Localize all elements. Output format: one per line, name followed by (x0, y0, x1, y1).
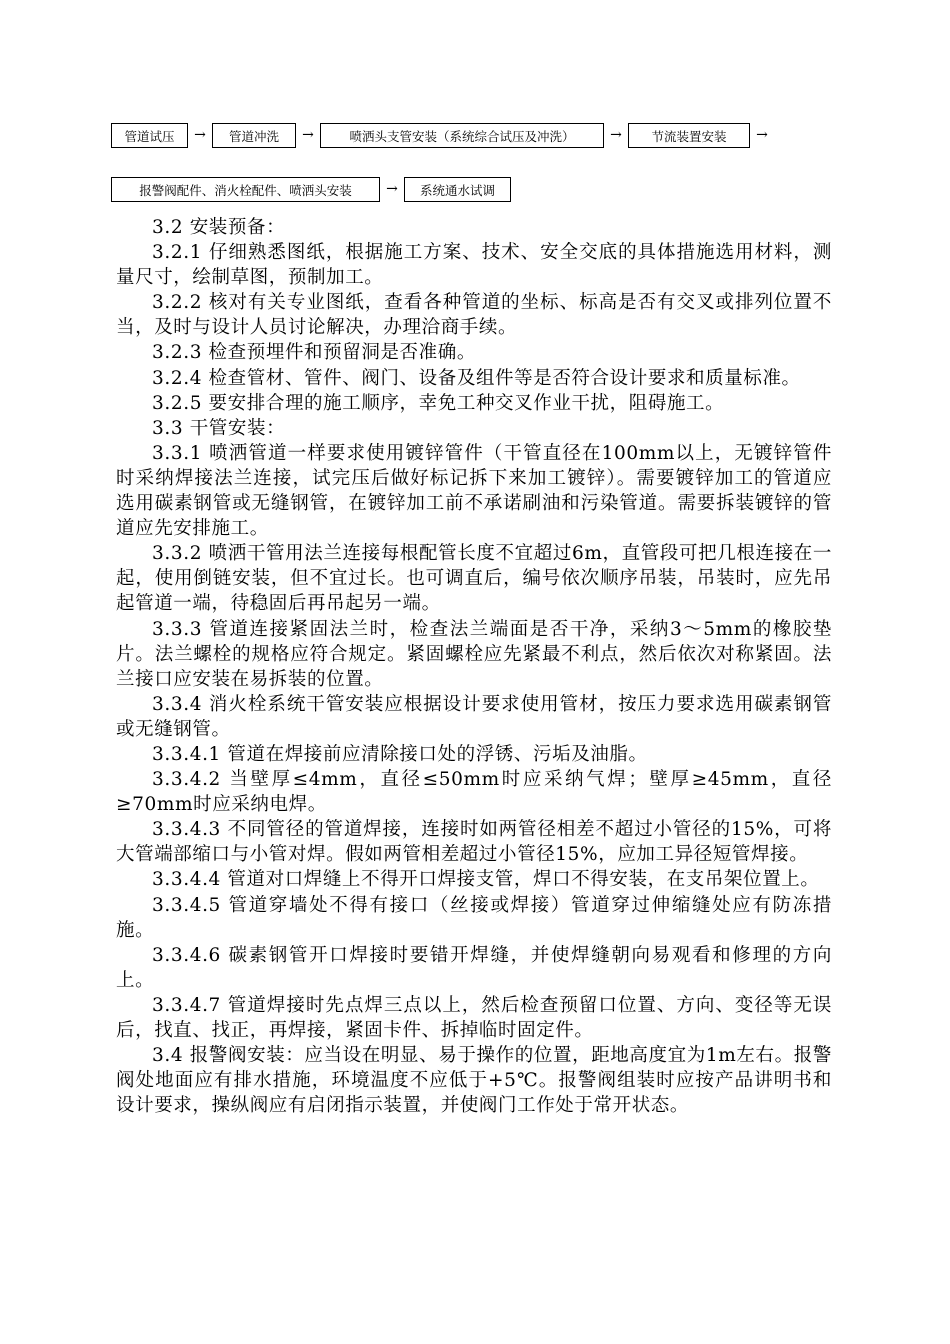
flow-step-sprinkler-branch: 喷洒头支管安装（系统综合试压及冲洗） (320, 123, 604, 148)
paragraph: 3.3.4.7 管道焊接时先点焊三点以上，然后检查预留口位置、方向、变径等无误后，找直、找正，再焊接，紧固卡件、拆掉临时固定件。 (116, 994, 832, 1041)
paragraph: 3.2.4 检查管材、管件、阀门、设备及组件等是否符合设计要求和质量标准。 (152, 367, 801, 389)
paragraph: 3.3.4.4 管道对口焊缝上不得开口焊接支管，焊口不得安装，在支吊架位置上。 (152, 869, 820, 891)
paragraph: 3.3.4.5 管道穿墙处不得有接口（丝接或焊接）管道穿过伸缩缝处应有防冻措施。 (116, 894, 832, 941)
flow-step-pressure-test: 管道试压 (111, 123, 188, 148)
section-heading: 3.2 安装预备： (152, 217, 286, 238)
flow-arrow-icon: → (386, 181, 398, 197)
flow-step-system-water-test: 系统通水试调 (404, 177, 511, 202)
flow-step-flushing: 管道冲洗 (212, 123, 296, 148)
flow-step-throttle-device: 节流装置安装 (628, 123, 750, 148)
paragraph: 3.3.4.1 管道在焊接前应清除接口处的浮锈、污垢及油脂。 (152, 743, 648, 765)
document-body (116, 215, 832, 1118)
paragraph: 3.2.3 检查预埋件和预留洞是否准确。 (152, 342, 476, 364)
paragraph: 3.4 报警阀安装：应当设在明显、易于操作的位置，距地高度宜为1m左右。报警阀处地面应有排水措施，环境温度不应低于+5℃。报警阀组装时应按产品讲明书和设计要求，操纵阀应有启闭指示装置，并使阀门工作处于常开状态。 (116, 1045, 832, 1117)
section-heading: 3.3 干管安装： (152, 417, 286, 439)
paragraph: 3.2.1 仔细熟悉图纸，根据施工方案、技术、安全交底的具体措施选用材料，测量尺寸，绘制草图，预制加工。 (116, 242, 832, 289)
paragraph: 3.2.5 要安排合理的施工顺序，幸免工种交叉作业干扰，阻碍施工。 (152, 392, 725, 414)
flow-step-alarm-valve-fittings: 报警阀配件、消火栓配件、喷洒头安装 (111, 177, 380, 202)
paragraph: 3.2.2 核对有关专业图纸，查看各种管道的坐标、标高是否有交叉或排列位置不当，及时与设计人员讨论解决，办理洽商手续。 (116, 292, 832, 339)
paragraph: 3.3.2 喷洒干管用法兰连接每根配管长度不宜超过6m，直管段可把几根连接在一起，使用倒链安装，但不宜过长。也可调直后，编号依次顺序吊装，吊装时，应先吊起管道一端，待稳固后再吊起另一端。 (116, 543, 832, 615)
paragraph: 3.3.1 喷洒管道一样要求使用镀锌管件（干管直径在100mm以上，无镀锌管件时采纳焊接法兰连接，试完压后做好标记拆下来加工镀锌）。需要镀锌加工的管道应选用碳素钢管或无缝钢管，在镀锌加工前不承诺刷油和污染管道。需要拆装镀锌的管道应先安排施工。 (116, 442, 832, 540)
flow-arrow-icon: → (756, 127, 768, 143)
paragraph: 3.3.4.3 不同管径的管道焊接，连接时如两管径相差不超过小管径的15%，可将大管端部缩口与小管对焊。假如两管相差超过小管径15%，应加工异径短管焊接。 (116, 819, 832, 866)
paragraph: 3.3.3 管道连接紧固法兰时，检查法兰端面是否干净，采纳3～5mm的橡胶垫片。法兰螺栓的规格应符合规定。紧固螺栓应先紧最不利点，然后依次对称紧固。法兰接口应安装在易拆装的位置。 (116, 618, 832, 690)
flow-arrow-icon: → (302, 127, 314, 143)
paragraph: 3.3.4.2 当壁厚≤4mm，直径≤50mm时应采纳气焊；壁厚≥45mm，直径≥70mm时应采纳电焊。 (116, 769, 832, 816)
flow-arrow-icon: → (194, 127, 206, 143)
flowchart-row-1 (111, 122, 774, 149)
flowchart-row-2 (111, 176, 511, 203)
flow-arrow-icon: → (610, 127, 622, 143)
paragraph: 3.3.4.6 碳素钢管开口焊接时要错开焊缝，并使焊缝朝向易观看和修理的方向上。 (116, 944, 832, 991)
paragraph: 3.3.4 消火栓系统干管安装应根据设计要求使用管材，按压力要求选用碳素钢管或无缝钢管。 (116, 693, 832, 740)
